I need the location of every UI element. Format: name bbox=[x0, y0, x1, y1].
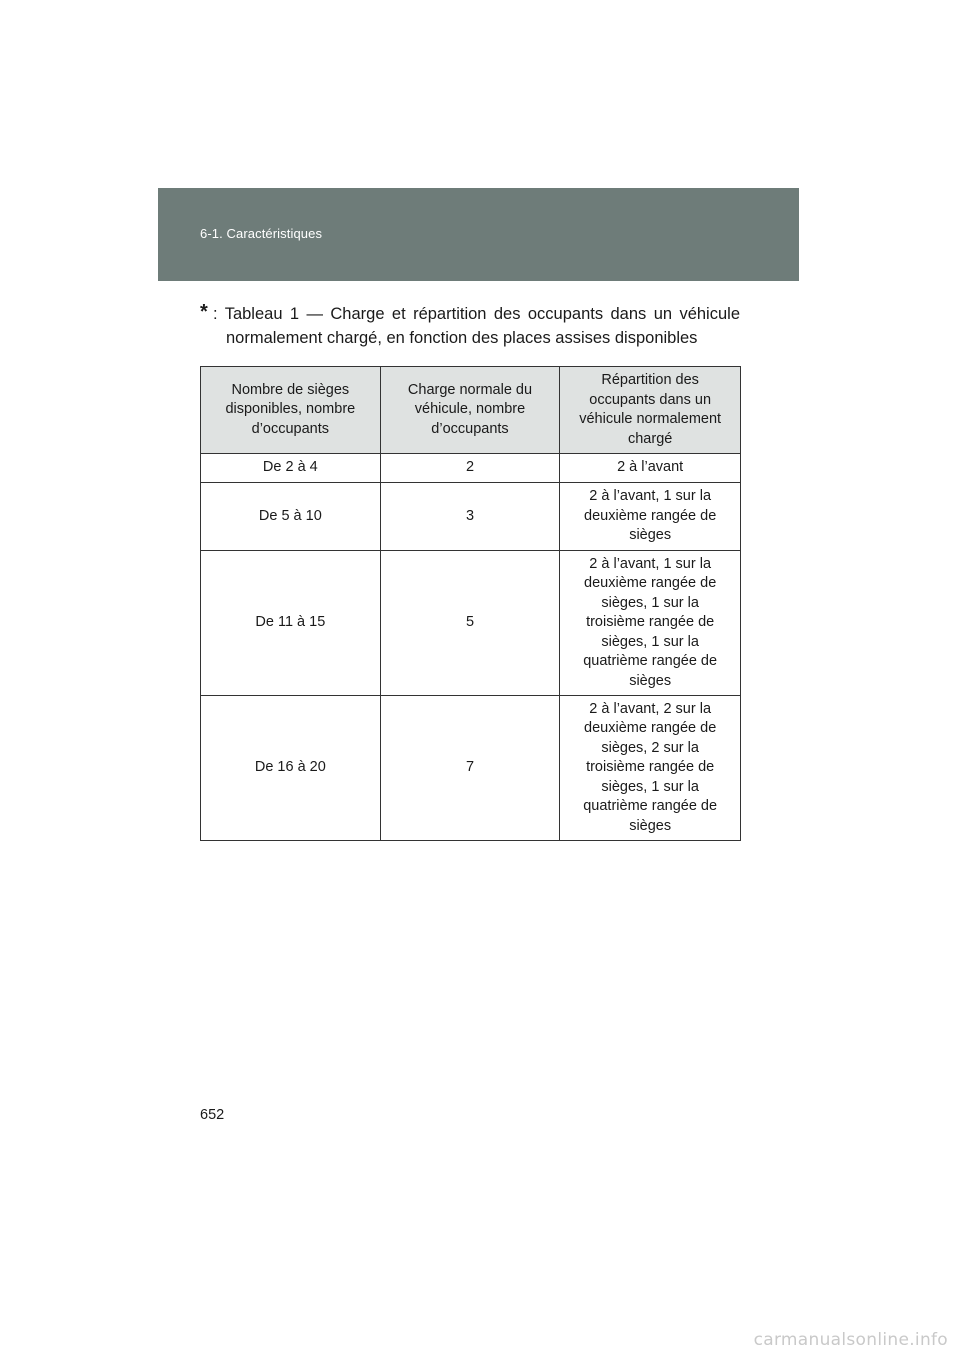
page-number: 652 bbox=[200, 1107, 225, 1123]
cell-seats: De 11 à 15 bbox=[201, 551, 381, 696]
cell-distribution: 2 à l’avant, 2 sur la deuxième rangée de sièges, 2 sur la troisième rangée de sièges, 1 sur la quatrième rangée de sièges bbox=[560, 696, 741, 841]
table-row bbox=[201, 454, 741, 483]
cell-distribution: 2 à l’avant bbox=[560, 454, 741, 483]
cell-seats: De 5 à 10 bbox=[201, 483, 381, 551]
section-title: 6-1. Caractéristiques bbox=[200, 226, 323, 241]
header-available-seats: Nombre de sièges disponibles, nombre d’occupants bbox=[201, 367, 381, 454]
cell-load: 3 bbox=[380, 483, 560, 551]
table-row bbox=[201, 551, 741, 696]
table-header-row bbox=[201, 367, 741, 454]
occupant-load-table bbox=[200, 366, 741, 841]
cell-load: 7 bbox=[380, 696, 560, 841]
header-occupant-distribution: Répartition des occupants dans un véhicule normalement chargé bbox=[560, 367, 741, 454]
cell-distribution: 2 à l’avant, 1 sur la deuxième rangée de sièges, 1 sur la troisième rangée de sièges, 1 sur la quatrième rangée de sièges bbox=[560, 551, 741, 696]
table-row bbox=[201, 483, 741, 551]
cell-load: 2 bbox=[380, 454, 560, 483]
section-header-band bbox=[158, 188, 799, 281]
caption-line-1: : Tableau 1 — Charge et répartition des occupants dans un véhicule bbox=[213, 305, 740, 323]
cell-distribution: 2 à l’avant, 1 sur la deuxième rangée de sièges bbox=[560, 483, 741, 551]
cell-seats: De 2 à 4 bbox=[201, 454, 381, 483]
caption-line-2: normalement chargé, en fonction des places assises disponibles bbox=[226, 329, 698, 347]
cell-load: 5 bbox=[380, 551, 560, 696]
table-row bbox=[201, 696, 741, 841]
cell-seats: De 16 à 20 bbox=[201, 696, 381, 841]
watermark: carmanualsonline.info bbox=[753, 1330, 948, 1350]
header-normal-load: Charge normale du véhicule, nombre d’occupants bbox=[380, 367, 560, 454]
footnote-star: * bbox=[200, 301, 208, 323]
